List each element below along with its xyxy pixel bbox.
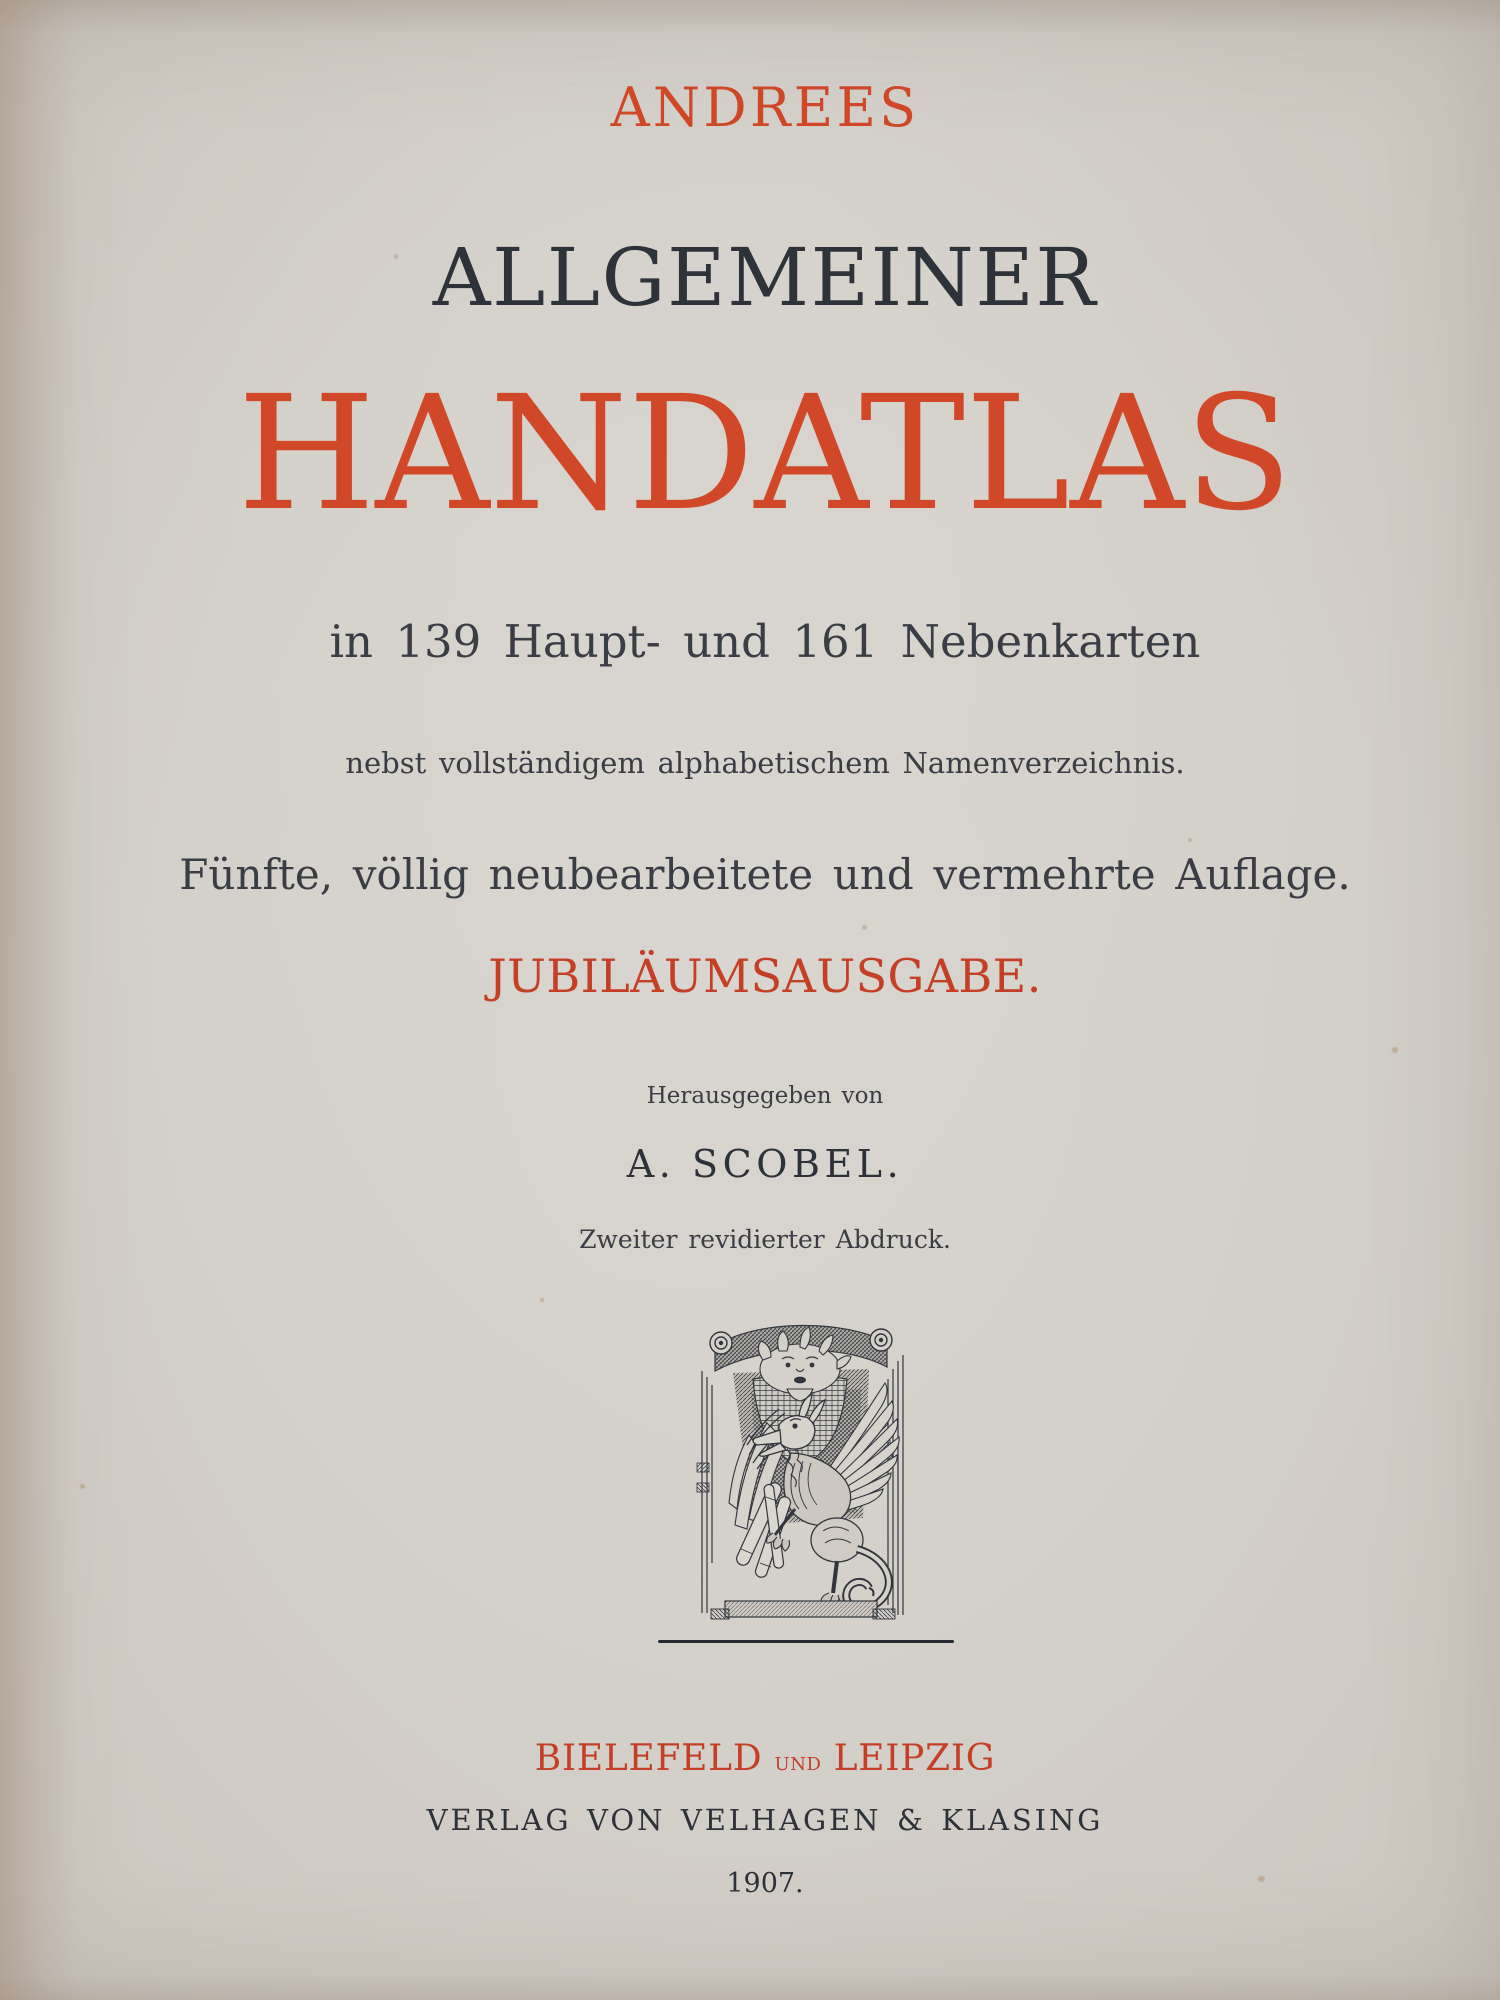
publisher-name-line: VERLAG VON VELHAGEN & KLASING	[426, 1803, 1104, 1837]
publisher-cities-line	[30, 1738, 1500, 1779]
publication-year: 1907.	[726, 1868, 804, 1899]
griffin-woodcut-printers-device-icon	[691, 1313, 909, 1631]
main-title: HANDATLAS	[237, 362, 1293, 546]
publisher-cities-conjunction: und	[774, 1747, 822, 1776]
series-title: ANDREES	[610, 76, 920, 139]
paper-speck	[394, 254, 398, 259]
editor-label: Herausgegeben von	[646, 1083, 884, 1109]
paper-speck	[1392, 1047, 1398, 1053]
divider-rule	[658, 1640, 954, 1643]
impression-note: Zweiter revidierter Abdruck.	[579, 1225, 951, 1254]
paper-speck	[540, 1298, 544, 1302]
paper-speck	[862, 925, 867, 930]
edition-note: Fünfte, völlig neubearbeitete und vermehrte Auflage.	[179, 850, 1351, 899]
title-page-content	[30, 0, 1500, 2000]
publisher-city-right: LEIPZIG	[833, 1738, 996, 1779]
jubilee-edition-line: JUBILÄUMSAUSGABE.	[488, 949, 1042, 1003]
publisher-city-left: BIELEFELD	[534, 1738, 763, 1779]
map-count-subtitle: in 139 Haupt- und 161 Nebenkarten	[329, 615, 1201, 668]
editor-name: A. SCOBEL.	[626, 1142, 904, 1186]
index-note: nebst vollständigem alphabetischem Namenverzeichnis.	[345, 746, 1185, 780]
title-line-allgemeiner: ALLGEMEINER	[432, 231, 1098, 324]
paper-speck	[1258, 1876, 1265, 1882]
paper-speck	[80, 1484, 85, 1489]
paper-speck	[1188, 838, 1192, 842]
